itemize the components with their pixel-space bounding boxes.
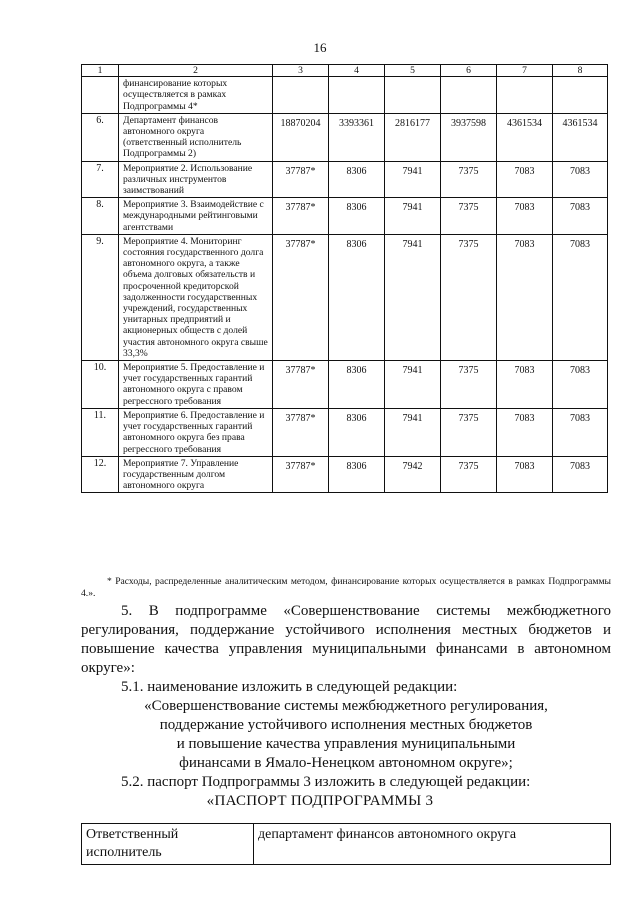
table-header-row <box>82 65 608 77</box>
column-number: 7 <box>497 65 553 77</box>
value-cell: 8306 <box>329 456 385 493</box>
value-cell: 7941 <box>385 408 441 456</box>
row-number: 12. <box>82 456 119 493</box>
value-cell: 7083 <box>553 408 608 456</box>
passport-label: Ответственный исполнитель <box>82 824 254 865</box>
row-number <box>82 77 119 114</box>
quoted-title-line: «Совершенствование системы межбюджетного регулирования, <box>144 698 548 714</box>
column-number: 3 <box>273 65 329 77</box>
value-cell: 7375 <box>441 361 497 409</box>
paragraph-5-line: округе»: <box>81 660 135 676</box>
passport-title: «ПАСПОРТ ПОДПРОГРАММЫ 3 <box>206 793 434 809</box>
value-cell: 7941 <box>385 198 441 235</box>
value-cell <box>273 77 329 114</box>
value-cell: 18870204 <box>273 113 329 161</box>
row-number: 11. <box>82 408 119 456</box>
value-cell: 2816177 <box>385 113 441 161</box>
value-cell: 7083 <box>497 198 553 235</box>
quoted-title-line: и повышение качества управления муниципальными <box>176 736 516 752</box>
value-cell: 3393361 <box>329 113 385 161</box>
column-number: 2 <box>119 65 273 77</box>
value-cell: 7375 <box>441 408 497 456</box>
row-number: 6. <box>82 113 119 161</box>
quoted-title-line: финансами в Ямало-Ненецком автономном округе»; <box>179 755 513 771</box>
column-number: 6 <box>441 65 497 77</box>
value-cell: 7083 <box>553 234 608 360</box>
value-cell: 7375 <box>441 456 497 493</box>
row-description: Мероприятие 4. Мониторинг состояния государственного долга автономного округа, а также объема долговых обязательств и просроченной кредиторской задолженности государственных учреждений, государственных унитарных предприятий и акционерных обществ с долей участия автономного округа свыше 33,3% <box>119 234 273 360</box>
value-cell: 7083 <box>497 161 553 198</box>
value-cell: 7083 <box>553 361 608 409</box>
value-cell: 7941 <box>385 161 441 198</box>
row-description: Мероприятие 5. Предоставление и учет государственных гарантий автономного округа с правом регрессного требования <box>119 361 273 409</box>
column-number: 5 <box>385 65 441 77</box>
value-cell: 7375 <box>441 161 497 198</box>
value-cell <box>385 77 441 114</box>
table-row <box>82 408 608 456</box>
page-number: 16 <box>313 40 327 55</box>
value-cell: 7083 <box>497 234 553 360</box>
passport-row <box>82 824 611 865</box>
paragraph-5-line: 5. В подпрограмме «Совершенствование системы межбюджетного <box>121 603 611 619</box>
paragraph-5-line: регулирования, поддержание устойчивого исполнения местных бюджетов и <box>81 622 611 638</box>
table-row <box>82 161 608 198</box>
value-cell: 4361534 <box>553 113 608 161</box>
passport-value: департамент финансов автономного округа <box>254 824 611 865</box>
value-cell: 7941 <box>385 234 441 360</box>
column-number: 8 <box>553 65 608 77</box>
value-cell: 4361534 <box>497 113 553 161</box>
value-cell: 37787* <box>273 161 329 198</box>
value-cell: 7083 <box>497 456 553 493</box>
paragraph-5-line: повышение качества управления муниципальными финансами в автономном <box>81 641 611 657</box>
value-cell <box>553 77 608 114</box>
column-number: 4 <box>329 65 385 77</box>
value-cell: 37787* <box>273 198 329 235</box>
table-row <box>82 198 608 235</box>
table-row <box>82 456 608 493</box>
row-description: Департамент финансов автономного округа (ответственный исполнитель Подпрограммы 2) <box>119 113 273 161</box>
row-description: Мероприятие 6. Предоставление и учет государственных гарантий автономного округа без права регрессного требования <box>119 408 273 456</box>
value-cell: 8306 <box>329 198 385 235</box>
value-cell: 7083 <box>497 361 553 409</box>
value-cell: 7083 <box>553 161 608 198</box>
value-cell: 7941 <box>385 361 441 409</box>
row-description: Мероприятие 7. Управление государственным долгом автономного округа <box>119 456 273 493</box>
table-row <box>82 234 608 360</box>
value-cell: 37787* <box>273 456 329 493</box>
value-cell: 7083 <box>553 198 608 235</box>
table-row <box>82 361 608 409</box>
value-cell <box>441 77 497 114</box>
row-description: финансирование которых осуществляется в рамках Подпрограммы 4* <box>119 77 273 114</box>
passport-table <box>81 823 611 865</box>
paragraph-5-1: 5.1. наименование изложить в следующей редакции: <box>121 679 458 695</box>
row-number: 10. <box>82 361 119 409</box>
value-cell: 37787* <box>273 361 329 409</box>
row-number: 9. <box>82 234 119 360</box>
value-cell <box>329 77 385 114</box>
value-cell: 37787* <box>273 234 329 360</box>
value-cell: 37787* <box>273 408 329 456</box>
value-cell: 7375 <box>441 234 497 360</box>
value-cell: 7375 <box>441 198 497 235</box>
table-row <box>82 113 608 161</box>
row-description: Мероприятие 2. Использование различных инструментов заимствований <box>119 161 273 198</box>
value-cell: 7942 <box>385 456 441 493</box>
amendment-text <box>81 602 611 792</box>
row-number: 8. <box>82 198 119 235</box>
value-cell: 3937598 <box>441 113 497 161</box>
value-cell: 8306 <box>329 408 385 456</box>
column-number: 1 <box>82 65 119 77</box>
paragraph-5-2: 5.2. паспорт Подпрограммы 3 изложить в следующей редакции: <box>121 774 531 790</box>
row-number: 7. <box>82 161 119 198</box>
table-row <box>82 77 608 114</box>
value-cell: 7083 <box>497 408 553 456</box>
value-cell: 7083 <box>553 456 608 493</box>
value-cell: 8306 <box>329 361 385 409</box>
footnote: * Расходы, распределенные аналитическим методом, финансирование которых осуществляется в рамках Подпрограммы 4.». <box>81 576 611 599</box>
row-description: Мероприятие 3. Взаимодействие с международными рейтинговыми агентствами <box>119 198 273 235</box>
funding-table <box>81 64 608 493</box>
value-cell: 8306 <box>329 234 385 360</box>
value-cell: 8306 <box>329 161 385 198</box>
quoted-title-line: поддержание устойчивого исполнения местных бюджетов <box>159 717 533 733</box>
value-cell <box>497 77 553 114</box>
